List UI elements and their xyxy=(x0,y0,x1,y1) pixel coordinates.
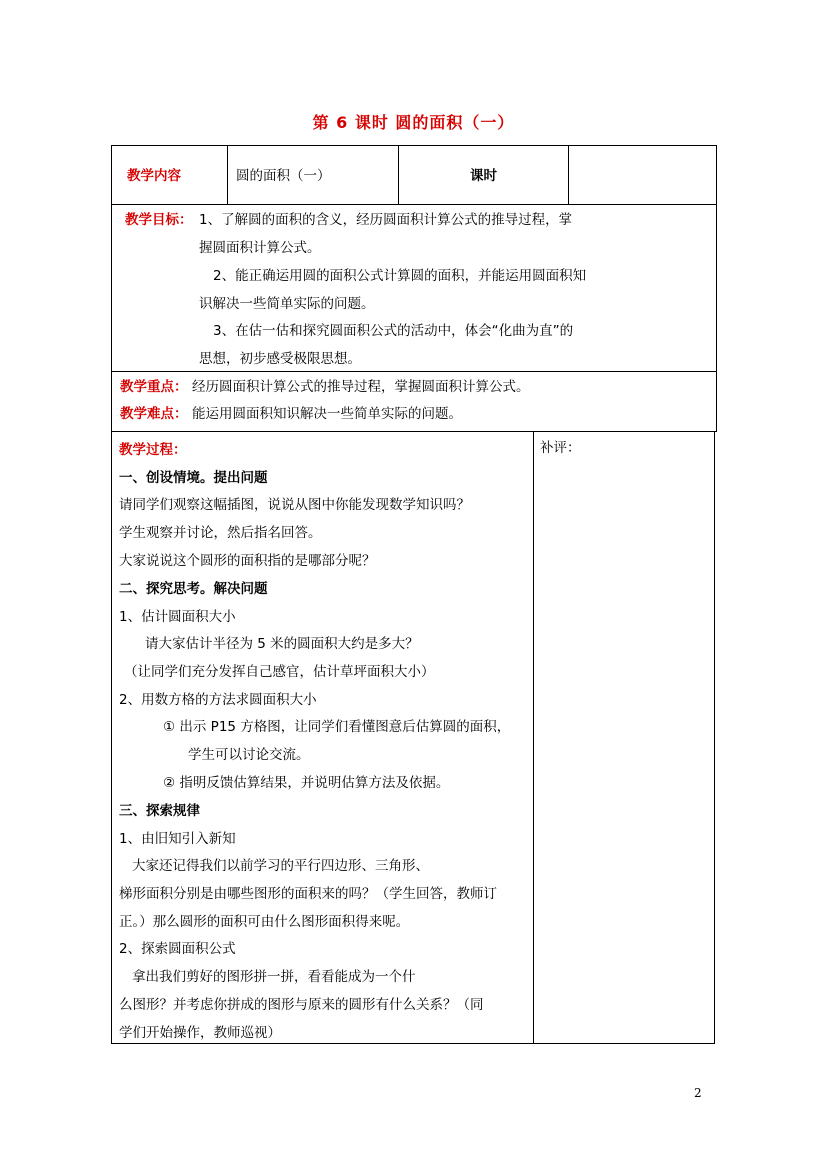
divider xyxy=(533,431,534,1044)
process-line: ② 指明反馈估算结果，并说明估算方法及依据。 xyxy=(163,775,450,791)
process-line: 正。）那么圆形的面积可由什么图形面积得来呢。 xyxy=(119,914,410,930)
divider xyxy=(568,145,569,205)
period-label: 课时 xyxy=(470,168,497,184)
goal-line: 握圆面积计算公式。 xyxy=(199,240,321,256)
process-line: 1、由旧知引入新知 xyxy=(119,831,236,847)
section-heading: 一、创设情境。提出问题 xyxy=(119,470,268,486)
section-heading: 三、探索规律 xyxy=(119,803,200,819)
header-row xyxy=(111,145,717,205)
page-number: 2 xyxy=(694,1086,702,1100)
process-line: 大家说说这个圆形的面积指的是哪部分呢？ xyxy=(119,553,376,569)
process-line: ① 出示 P15 方格图，让同学们看懂图意后估算圆的面积， xyxy=(163,719,511,735)
divider xyxy=(227,145,228,205)
goal-line: 1、了解圆的面积的含义，经历圆面积计算公式的推导过程，掌 xyxy=(199,212,573,228)
page-title: 第 6 课时 圆的面积（一） xyxy=(312,113,515,132)
process-line: 2、探索圆面积公式 xyxy=(119,941,236,957)
focus-label: 教学重点： xyxy=(120,379,188,395)
difficulty-text: 能运用圆面积知识解决一些简单实际的问题。 xyxy=(192,406,462,422)
content-label: 教学内容 xyxy=(127,168,181,184)
goals-label: 教学目标： xyxy=(125,212,193,228)
process-line: 大家还记得我们以前学习的平行四边形、三角形、 xyxy=(132,858,429,874)
goal-line: 3、在估一估和探究圆面积公式的活动中，体会“化曲为直”的 xyxy=(213,323,574,339)
comment-label: 补评： xyxy=(540,440,581,456)
goal-line: 识解决一些简单实际的问题。 xyxy=(199,296,375,312)
process-line: 1、估计圆面积大小 xyxy=(119,609,236,625)
difficulty-label: 教学难点： xyxy=(120,406,188,422)
process-line: 请同学们观察这幅插图，说说从图中你能发现数学知识吗？ xyxy=(119,497,470,513)
process-line: 拿出我们剪好的图形拼一拼，看看能成为一个什 xyxy=(132,969,416,985)
focus-text: 经历圆面积计算公式的推导过程，掌握圆面积计算公式。 xyxy=(192,379,530,395)
process-line: 学生可以讨论交流。 xyxy=(188,747,310,763)
goals-section xyxy=(111,204,717,372)
process-line: 2、用数方格的方法求圆面积大小 xyxy=(119,692,317,708)
process-line: 学生观察并讨论，然后指名回答。 xyxy=(119,525,322,541)
process-line: 么图形？并考虑你拼成的图形与原来的圆形有什么关系？（同 xyxy=(119,997,484,1013)
process-line: （让同学们充分发挥自己感官，估计草坪面积大小） xyxy=(124,664,435,680)
process-line: 学们开始操作，教师巡视） xyxy=(119,1025,281,1041)
divider xyxy=(398,145,399,205)
process-line: 请大家估计半径为 5 米的圆面积大约是多大？ xyxy=(145,636,419,652)
section-heading: 二、探究思考。解决问题 xyxy=(119,581,268,597)
goal-line: 思想，初步感受极限思想。 xyxy=(199,351,361,367)
goal-line: 2、能正确运用圆的面积公式计算圆的面积，并能运用圆面积知 xyxy=(213,268,587,284)
process-line: 梯形面积分别是由哪些图形的面积来的吗？（学生回答，教师订 xyxy=(119,886,497,902)
process-label: 教学过程： xyxy=(119,442,187,458)
content-value: 圆的面积（一） xyxy=(236,168,331,184)
